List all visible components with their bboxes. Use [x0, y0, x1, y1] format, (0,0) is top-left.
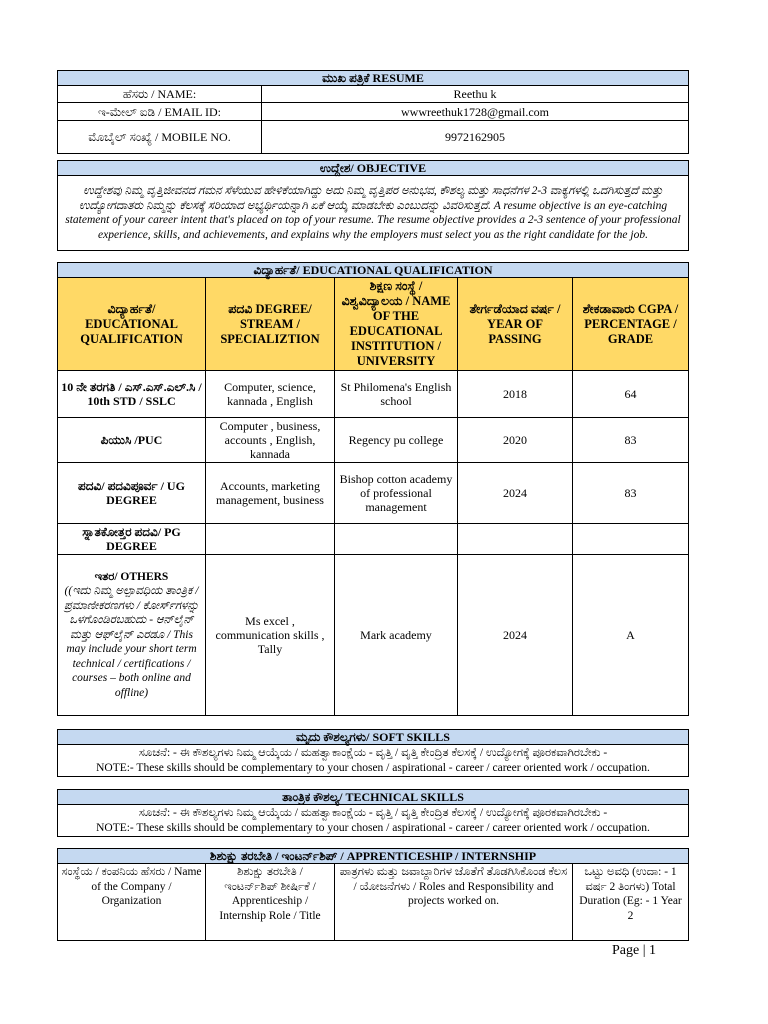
- others-note: ((ಇದು ನಿಮ್ಮ ಅಲ್ಪಾವಧಿಯ ತಾಂತ್ರಿಕ / ಪ್ರಮಾಣೀಕರಣಗಳು / ಕೋರ್ಸ್‌ಗಳನ್ನು ಒಳಗೊಂಡಿರಬಹುದು - ಆನ್‌ಲೈನ್ ಮತ್ತು ಆಫ್‌ಲೈನ್ ಎರಡೂ / This may include your short term technical / certifications / courses – both online and offline): [64, 585, 199, 699]
- objective-section: [57, 160, 689, 251]
- degree-cell: Computer, science, kannada , English: [206, 371, 335, 418]
- email-label: ಇ-ಮೇಲ್ ಐಡಿ / EMAIL ID:: [58, 103, 262, 121]
- soft-skills-note-kannada: ಸೂಚನೆ: - ಈ ಕೌಶಲ್ಯಗಳು ನಿಮ್ಮ ಆಯ್ಕೆಯ / ಮಹತ್ವಾಕಾಂಕ್ಷೆಯ - ವೃತ್ತಿ / ವೃತ್ತಿ ಕೇಂದ್ರಿತ ಕೆಲಸಕ್ಕೆ / ಉದ್ಯೋಗಕ್ಕೆ ಪೂರಕವಾಗಿರಬೇಕು -: [138, 747, 608, 759]
- degree-cell: Accounts, marketing management, business: [206, 463, 335, 524]
- internship-header-row: [58, 864, 689, 941]
- mobile-value: 9972162905: [262, 121, 689, 154]
- soft-skills-title: ಮೃದು ಕೌಶಲ್ಯಗಳು/ SOFT SKILLS: [58, 730, 689, 745]
- technical-skills-title: ತಾಂತ್ರಿಕ ಕೌಶಲ್ಯ/ TECHNICAL SKILLS: [58, 790, 689, 805]
- degree-cell: Computer , business, accounts , English, kannada: [206, 418, 335, 463]
- col-header-responsibilities: ಪಾತ್ರಗಳು ಮತ್ತು ಜವಾಬ್ದಾರಿಗಳ ಜೊತೆಗೆ ತೊಡಗಿಸಿಕೊಂಡ ಕೆಲಸ / ಯೋಜನೆಗಳು / Roles and Responsibility and projects worked on.: [335, 864, 573, 941]
- col-header-company: ಸಂಸ್ಥೆಯ / ಕಂಪನಿಯ ಹೆಸರು / Name of the Company / Organization: [58, 864, 206, 941]
- table-row-others: [58, 555, 689, 716]
- grade-cell: 64: [573, 371, 689, 418]
- col-header-role: ಶಿಶುಕ್ಷು ತರಬೇತಿ / ಇಂಟರ್ನ್‌ಶಿಪ್ ಶೀರ್ಷಿಕೆ / Apprenticeship / Internship Role / Title: [206, 864, 335, 941]
- grade-cell: 83: [573, 463, 689, 524]
- resume-header-section: [57, 70, 689, 154]
- technical-skills-section: [57, 789, 689, 837]
- grade-cell: A: [573, 555, 689, 716]
- grade-cell: 83: [573, 418, 689, 463]
- name-row: [58, 86, 689, 103]
- objective-text: ಉದ್ದೇಶವು ನಿಮ್ಮ ವೃತ್ತಿಜೀವನದ ಗಮನ ಸೆಳೆಯುವ ಹೇಳಿಕೆಯಾಗಿದ್ದು ಅದು ನಿಮ್ಮ ವೃತ್ತಿಪರ ಅನುಭವ, ಕೌಶಲ್ಯ ಮತ್ತು ಸಾಧನೆಗಳ 2-3 ವಾಕ್ಯಗಳಲ್ಲಿ ಒದಗಿಸುತ್ತದೆ ಮತ್ತು ಉದ್ಯೋಗದಾತರು ನಿಮ್ಮನ್ನು ಕೆಲಸಕ್ಕೆ ಸರಿಯಾದ ಅಭ್ಯರ್ಥಿಯನ್ನಾಗಿ ಏಕೆ ಆಯ್ಕೆ ಮಾಡಬೇಕು ಎಂಬುದನ್ನು ವಿವರಿಸುತ್ತದೆ. A resume objective is an eye-catching statement of your career intent that's placed on top of your resume. The resume objective provides a 2-3 sentence of your professional experience, skills, and achievements, and explains why the employers must select you as the right candidate for the job.: [58, 176, 689, 251]
- col-header-year: ತೇರ್ಗಡೆಯಾದ ವರ್ಷ / YEAR OF PASSING: [458, 278, 573, 371]
- mobile-row: [58, 121, 689, 154]
- qualification-cell: ಪದವಿ/ ಪದವಿಪೂರ್ವ / UG DEGREE: [58, 463, 206, 524]
- col-header-grade: ಶೇಕಡಾವಾರು CGPA / PERCENTAGE / GRADE: [573, 278, 689, 371]
- table-row: [58, 371, 689, 418]
- technical-skills-note-kannada: ಸೂಚನೆ: - ಈ ಕೌಶಲ್ಯಗಳು ನಿಮ್ಮ ಆಯ್ಕೆಯ / ಮಹತ್ವಾಕಾಂಕ್ಷೆಯ - ವೃತ್ತಿ / ವೃತ್ತಿ ಕೇಂದ್ರಿತ ಕೆಲಸಕ್ಕೆ / ಉದ್ಯೋಗಕ್ಕೆ ಪೂರಕವಾಗಿರಬೇಕು -: [138, 807, 608, 819]
- resume-header-table: [57, 70, 689, 154]
- qualification-cell: 10 ನೇ ತರಗತಿ / ಎಸ್.ಎಸ್.ಎಲ್.ಸಿ / 10th STD / SSLC: [58, 371, 206, 418]
- education-header-row: [58, 278, 689, 371]
- others-qualification-cell: [58, 555, 206, 716]
- institution-cell: [335, 524, 458, 555]
- institution-cell: Regency pu college: [335, 418, 458, 463]
- email-value: wwwreethuk1728@gmail.com: [262, 103, 689, 121]
- year-cell: 2024: [458, 463, 573, 524]
- degree-cell: [206, 524, 335, 555]
- qualification-cell: ಪಿಯುಸಿ /PUC: [58, 418, 206, 463]
- others-label: ಇತರ/ OTHERS: [94, 570, 169, 583]
- table-row: [58, 418, 689, 463]
- internship-title: ಶಿಶುಕ್ಷು ತರಬೇತಿ / ಇಂಟರ್ನ್‌ಶಿಪ್ / APPRENTICESHIP / INTERNSHIP: [58, 849, 689, 864]
- soft-skills-note-english: NOTE:- These skills should be complementary to your chosen / aspirational - career / career oriented work / occupation.: [96, 761, 650, 774]
- objective-title: ಉದ್ದೇಶ/ OBJECTIVE: [58, 161, 689, 176]
- year-cell: 2020: [458, 418, 573, 463]
- page-number: Page | 1: [612, 943, 657, 958]
- soft-skills-section: [57, 729, 689, 777]
- technical-skills-note-english: NOTE:- These skills should be complementary to your chosen / aspirational - career / career oriented work / occupation.: [96, 821, 650, 834]
- col-header-institution: ಶಿಕ್ಷಣ ಸಂಸ್ಥೆ / ವಿಶ್ವವಿದ್ಯಾಲಯ / NAME OF THE EDUCATIONAL INSTITUTION / UNIVERSITY: [335, 278, 458, 371]
- col-header-degree: ಪದವಿ DEGREE/ STREAM / SPECIALIZTION: [206, 278, 335, 371]
- degree-cell: Ms excel , communication skills , Tally: [206, 555, 335, 716]
- email-row: [58, 103, 689, 121]
- education-table: [57, 262, 689, 716]
- internship-section: [57, 848, 689, 941]
- resume-title: ಮುಖ ಪತ್ರಿಕೆ RESUME: [58, 71, 689, 86]
- technical-skills-note: [58, 805, 689, 837]
- col-header-qualification: ವಿದ್ಯಾರ್ಹತೆ/ EDUCATIONAL QUALIFICATION: [58, 278, 206, 371]
- education-section: [57, 262, 689, 716]
- institution-cell: Bishop cotton academy of professional management: [335, 463, 458, 524]
- technical-skills-table: [57, 789, 689, 837]
- education-title: ವಿದ್ಯಾರ್ಹತೆ/ EDUCATIONAL QUALIFICATION: [58, 263, 689, 278]
- institution-cell: St Philomena's English school: [335, 371, 458, 418]
- soft-skills-note: [58, 745, 689, 777]
- year-cell: 2024: [458, 555, 573, 716]
- grade-cell: [573, 524, 689, 555]
- name-label: ಹೆಸರು / NAME:: [58, 86, 262, 103]
- name-value: Reethu k: [262, 86, 689, 103]
- soft-skills-table: [57, 729, 689, 777]
- table-row: [58, 524, 689, 555]
- institution-cell: Mark academy: [335, 555, 458, 716]
- table-row: [58, 463, 689, 524]
- col-header-duration: ಒಟ್ಟು ಅವಧಿ (ಉದಾ: - 1 ವರ್ಷ 2 ತಿಂಗಳು) Total Duration (Eg: - 1 Year 2: [573, 864, 689, 941]
- qualification-cell: ಸ್ನಾತಕೋತ್ತರ ಪದವಿ/ PG DEGREE: [58, 524, 206, 555]
- objective-table: [57, 160, 689, 251]
- internship-table: [57, 848, 689, 941]
- year-cell: 2018: [458, 371, 573, 418]
- year-cell: [458, 524, 573, 555]
- mobile-label: ಮೊಬೈಲ್ ಸಂಖ್ಯೆ / MOBILE NO.: [58, 121, 262, 154]
